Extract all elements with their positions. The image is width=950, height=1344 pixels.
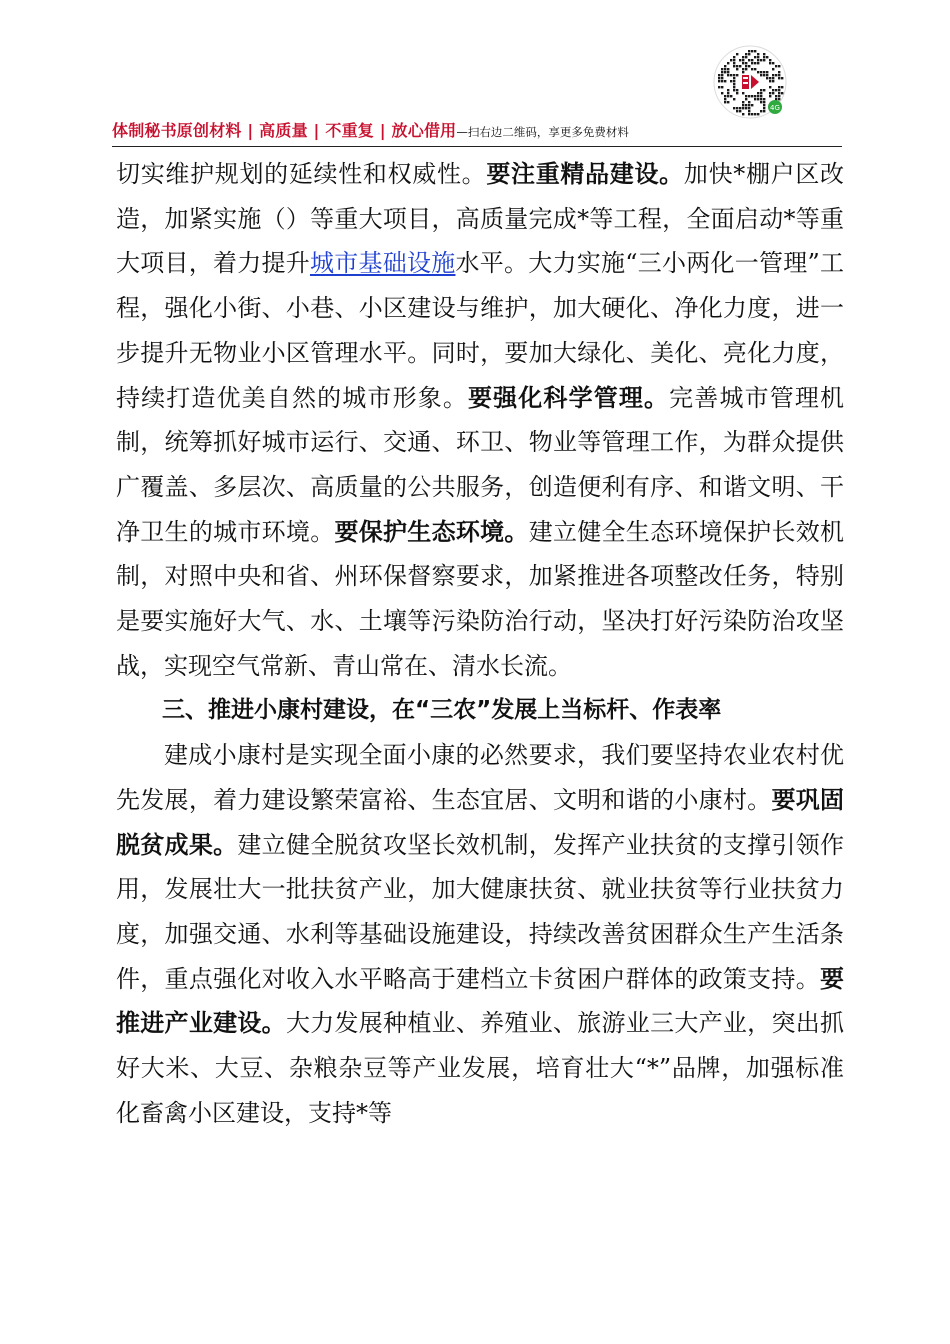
header-brand: 体制秘书原创材料 | 高质量 | 不重复 | 放心借用 <box>112 121 457 140</box>
paragraph-1-bold-1: 要注重精品建设。 <box>486 159 684 188</box>
header-divider <box>112 146 842 147</box>
paragraph-1 <box>116 152 844 688</box>
section-heading: 三、推进小康村建设，在“三农”发展上当标杆、作表率 <box>162 697 722 724</box>
paragraph-1-text-2: 加快*棚户区改造，加紧实施（）等重大项目，高质量完成*等工程，全面启动*等重大项目，着力提升 <box>116 160 845 278</box>
document-body <box>116 152 844 1135</box>
paragraph-2-bold-2: 要推进产业建设。 <box>116 963 844 1038</box>
paragraph-2-text-1: 建成小康村是实现全面小康的必然要求，我们要坚持农业农村优先发展，着力建设繁荣富裕、生态宜居、文明和谐的小康村。 <box>116 741 844 814</box>
paragraph-1-text-3: 水平。大力实施“三小两化一管理”工程，强化小街、小巷、小区建设与维护，加大硬化、净化力度，进一步提升无物业小区管理水平。同时，要加大绿化、美化、亮化力度，持续打造优美自然的城市形象。 <box>116 249 845 412</box>
qr-center-logo-icon <box>740 72 760 92</box>
header-banner <box>112 118 842 142</box>
paragraph-1-text-4: 完善城市管理机制，统筹抓好城市运行、交通、环卫、物业等管理工作，为群众提供广覆盖、多层次、高质量的公共服务，创造便利有序、和谐文明、干净卫生的城市环境。 <box>116 383 845 546</box>
header-tagline: —扫右边二维码，享更多免费材料 <box>456 125 629 139</box>
paragraph-1-bold-2: 要强化科学管理。 <box>468 382 670 412</box>
paragraph-2-bold-1: 要巩固脱贫成果。 <box>116 784 845 859</box>
paragraph-2 <box>116 733 844 1135</box>
qr-code[interactable] <box>712 44 788 120</box>
infrastructure-link[interactable]: 城市基础设施 <box>310 249 456 278</box>
paragraph-1-bold-3: 要保护生态环境。 <box>334 516 529 546</box>
qr-code-graphic <box>712 44 788 120</box>
qr-badge-icon <box>768 100 782 114</box>
qr-badge-label: 4G <box>770 104 780 112</box>
paragraph-1-text-1: 切实维护规划的延续性和权威性。 <box>116 160 487 188</box>
paragraph-1-text-5: 建立健全生态环境保护长效机制，对照中央和省、州环保督察要求，加紧推进各项整改任务，特别是要实施好大气、水、土壤等污染防治行动，坚决打好污染防治攻坚战，实现空气常新、青山常在、清水长流。 <box>116 517 845 680</box>
paragraph-2-text-3: 大力发展种植业、养殖业、旅游业三大产业，突出抓好大米、大豆、杂粮杂豆等产业发展，培育壮大“*”品牌，加强标准化畜禽小区建设，支持*等 <box>116 1009 845 1127</box>
paragraph-2-text-2: 建立健全脱贫攻坚长效机制，发挥产业扶贫的支撑引领作用，发展壮大一批扶贫产业，加大健康扶贫、就业扶贫等行业扶贫力度，加强交通、水利等基础设施建设，持续改善贫困群众生产生活条件，重点强化对收入水平略高于建档立卡贫困户群体的政策支持。 <box>116 830 845 993</box>
